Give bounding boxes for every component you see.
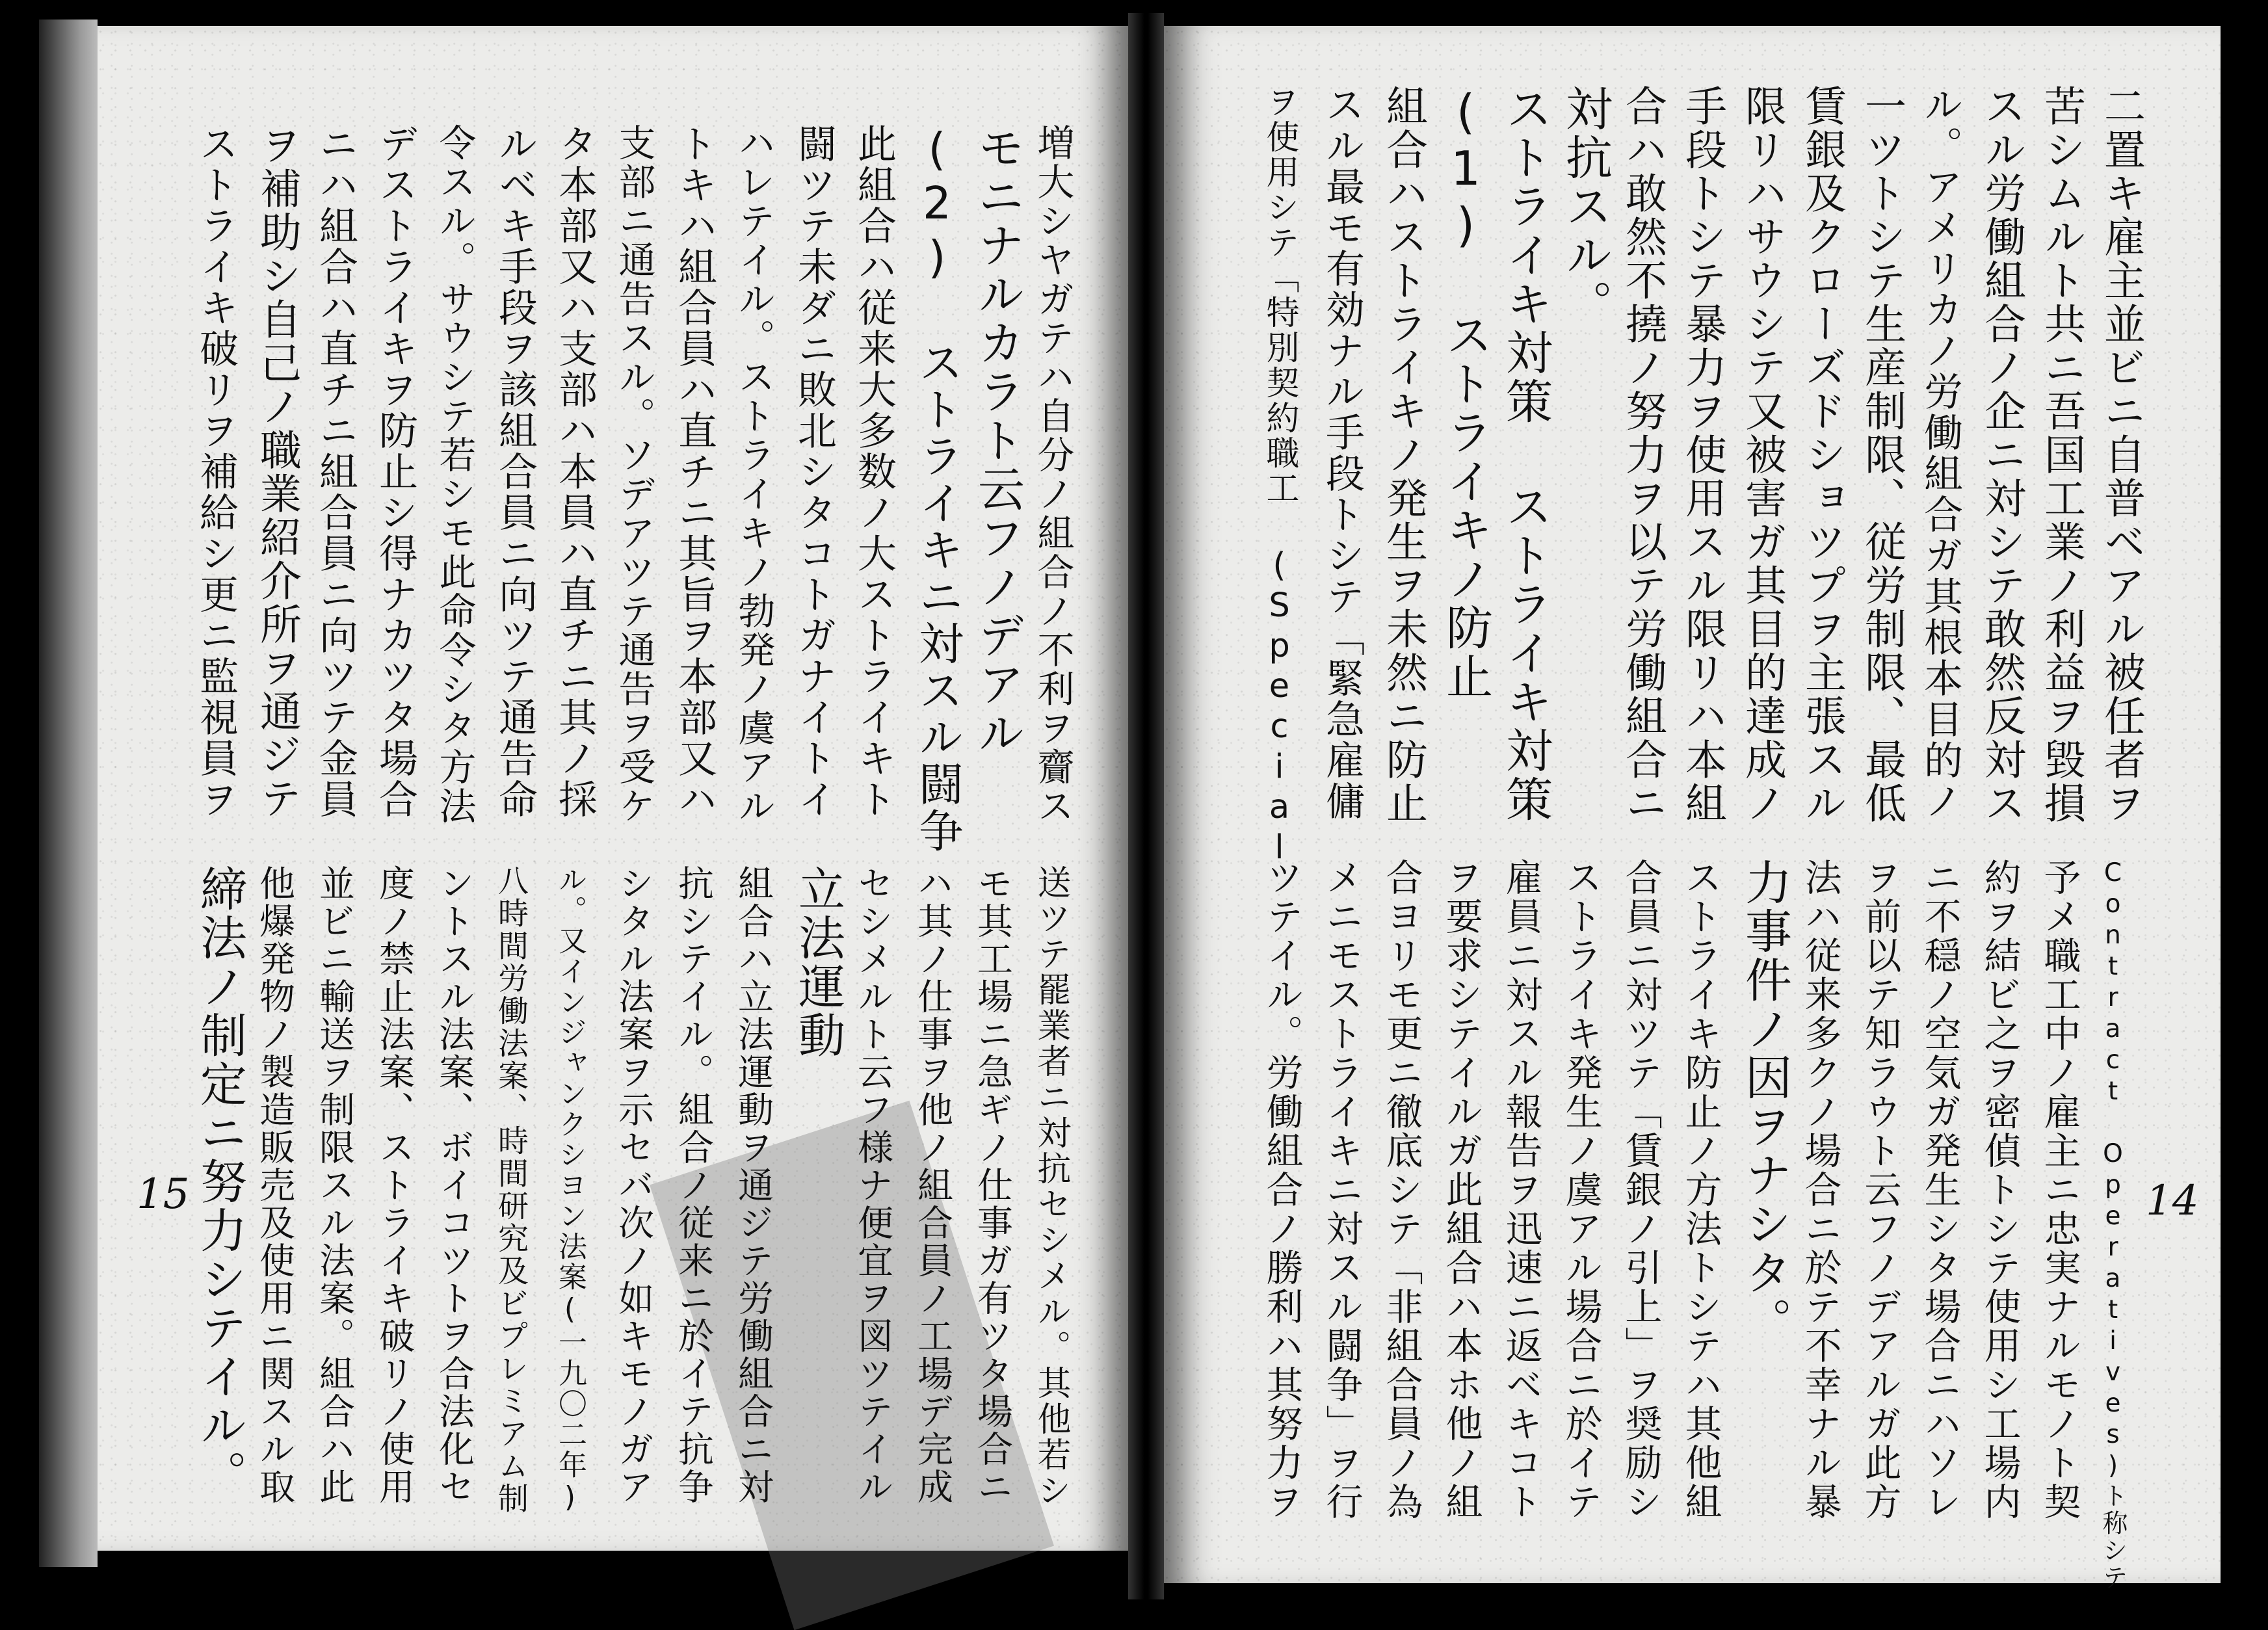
text-column: ヲ補助シ自己ノ職業紹介所ヲ通ジテ <box>253 124 301 821</box>
text-column: ストライキ防止ノ方法トシテハ其他組 <box>1679 858 1722 1521</box>
text-column: 合ハ敢然不撓ノ努力ヲ以テ労働組合ニ <box>1618 85 1667 825</box>
text-column: 予メ職工中ノ雇主ニ忠実ナルモノト契 <box>2038 858 2081 1521</box>
text-column: (1) ストライキノ防止 <box>1438 85 1493 701</box>
text-column: ストライキ対策 ストライキ対策 <box>1498 85 1553 824</box>
text-column: 約ヲ結ビ之ヲ密偵トシテ使用シ工場内 <box>1978 858 2021 1521</box>
text-column: 送ツテ罷業者ニ対抗セシメル。其他若シ <box>1031 865 1070 1508</box>
text-column: 苦シムルト共ニ吾国工業ノ利益ヲ毀損 <box>2037 85 2085 825</box>
text-column: 立法運動 <box>791 865 845 1060</box>
text-column: ニハ組合ハ直チニ組合員ニ向ツテ金員 <box>313 124 358 820</box>
text-column: 組合ハストライキノ発生ヲ未然ニ防止 <box>1379 85 1427 825</box>
text-column: ストライキ発生ノ虞アル場合ニ於イテ <box>1559 858 1602 1521</box>
text-column: ヲ前以テ知ラウト云フノデアルガ此方 <box>1858 858 1901 1521</box>
text-column: 八時間労働法案、時間研究及ビプレミアム制 <box>493 865 529 1515</box>
text-column: タ本部又ハ支部ハ本員ハ直チニ其ノ採 <box>552 124 598 820</box>
text-column: 組合ハ立法運動ヲ通ジテ労働組合ニ対 <box>732 865 774 1506</box>
page-number-left: 15 <box>137 1170 190 1218</box>
text-column: ストライキ破リヲ補給シ更ニ監視員ヲ <box>193 124 239 820</box>
text-column: ル。又インジャンクシヨン法案(一九〇二年) <box>553 865 587 1516</box>
text-column: スル労働組合ノ企ニ対シテ敢然反対ス <box>1977 85 2025 825</box>
left-page <box>98 26 1128 1551</box>
text-column: ヲ使用シテ「特別契約職工 (Special <box>1260 85 1299 869</box>
text-column: 抗シテイル。組合ノ従来ニ於イテ抗争 <box>672 865 714 1506</box>
text-column: 他爆発物ノ製造販売及使用ニ関スル取 <box>254 865 295 1506</box>
page-number-right: 14 <box>2146 1177 2199 1225</box>
right-page <box>1164 26 2221 1592</box>
text-column: 二置キ雇主並ビニ自普ベアル被任者ヲ <box>2097 85 2145 825</box>
text-column: 対抗スル。 <box>1558 85 1613 328</box>
page-stack-edge <box>39 20 98 1567</box>
book-gutter <box>1128 13 1164 1599</box>
text-column: ツテイル。労働組合ノ勝利ハ其努力ヲ <box>1260 858 1303 1521</box>
text-column: 締法ノ制定ニ努力シテイル。 <box>192 865 247 1499</box>
text-column: トキハ組合員ハ直チニ其旨ヲ本部又ハ <box>672 124 717 820</box>
text-column: ルベキ手段ヲ該組合員ニ向ツテ通告命 <box>492 124 538 820</box>
text-column: 力事件ノ因ヲナシタ。 <box>1737 858 1792 1346</box>
text-column: ントスル法案、ボイコツトヲ合法化セ <box>433 865 475 1506</box>
text-column: 賃銀及クローズドショツプヲ主張スル <box>1798 85 1846 825</box>
text-column: 合ヨリモ更ニ徹底シテ「非組合員ノ為 <box>1380 858 1423 1521</box>
text-column: ヲ要求シテイルガ此組合ハ本ホ他ノ組 <box>1440 858 1483 1521</box>
text-column: セシメルト云フ様ナ便宜ヲ図ツテイル <box>852 865 893 1506</box>
text-column: モ其工場ニ急ギノ仕事ガ有ツタ場合ニ <box>971 865 1013 1506</box>
text-column: 並ビニ輸送ヲ制限スル法案。組合ハ此 <box>313 865 355 1506</box>
text-column: 増大シヤガテハ自分ノ組合ノ不利ヲ齎ス <box>1031 124 1074 826</box>
text-column: メニモストライキニ対スル闘争」ヲ行 <box>1320 858 1363 1521</box>
text-column: 限リハサウシテ又被害ガ其目的達成ノ <box>1738 85 1786 825</box>
text-column: ニ不穏ノ空気ガ発生シタ場合ニハソレ <box>1918 858 1961 1521</box>
text-column: デストライキヲ防止シ得ナカツタ場合 <box>373 124 418 820</box>
text-column: (2) ストライキニ対スル闘争 <box>911 124 963 854</box>
text-column: シタル法案ヲ示セバ次ノ如キモノガア <box>613 865 654 1506</box>
text-column: 雇員ニ対スル報告ヲ迅速ニ返ベキコト <box>1499 858 1542 1521</box>
text-column: 支部ニ通告スル。ソデアツテ通告ヲ受ケ <box>613 124 655 826</box>
text-column: 度ノ禁止法案、ストライキ破リノ使用 <box>373 865 415 1506</box>
text-column: 一ツトシテ生産制限、従労制限、最低 <box>1858 85 1906 825</box>
text-column: スル最モ有効ナル手段トシテ「緊急雇傭 <box>1319 85 1365 822</box>
text-column: Contract Operatives)ト称シテ <box>2098 858 2128 1592</box>
text-column: 法ハ従来多クノ場合ニ於テ不幸ナル暴 <box>1799 858 1841 1521</box>
text-column: ル。アメリカノ労働組合ガ其根本目的ノ <box>1918 85 1963 822</box>
text-column: 此組合ハ従来大多数ノ大ストライキト <box>851 124 897 820</box>
text-column: 令スル。サウシテ若シモ此命令シタ方法 <box>433 124 476 826</box>
text-column: 手段トシテ暴力ヲ使用スル限リハ本組 <box>1678 85 1726 825</box>
text-column: 合員ニ対ツテ「賃銀ノ引上」ヲ奨励シ <box>1619 858 1662 1521</box>
text-column: ハレテイル。ストライキノ勃発ノ虞アル <box>732 124 775 826</box>
text-column: ハ其ノ仕事ヲ他ノ組合員ノ工場デ完成 <box>912 865 953 1506</box>
text-column: 闘ツテ未ダニ敗北シタコトガナイトイ <box>791 124 837 820</box>
text-column: モニナルカラト云フノデアル <box>970 124 1025 757</box>
